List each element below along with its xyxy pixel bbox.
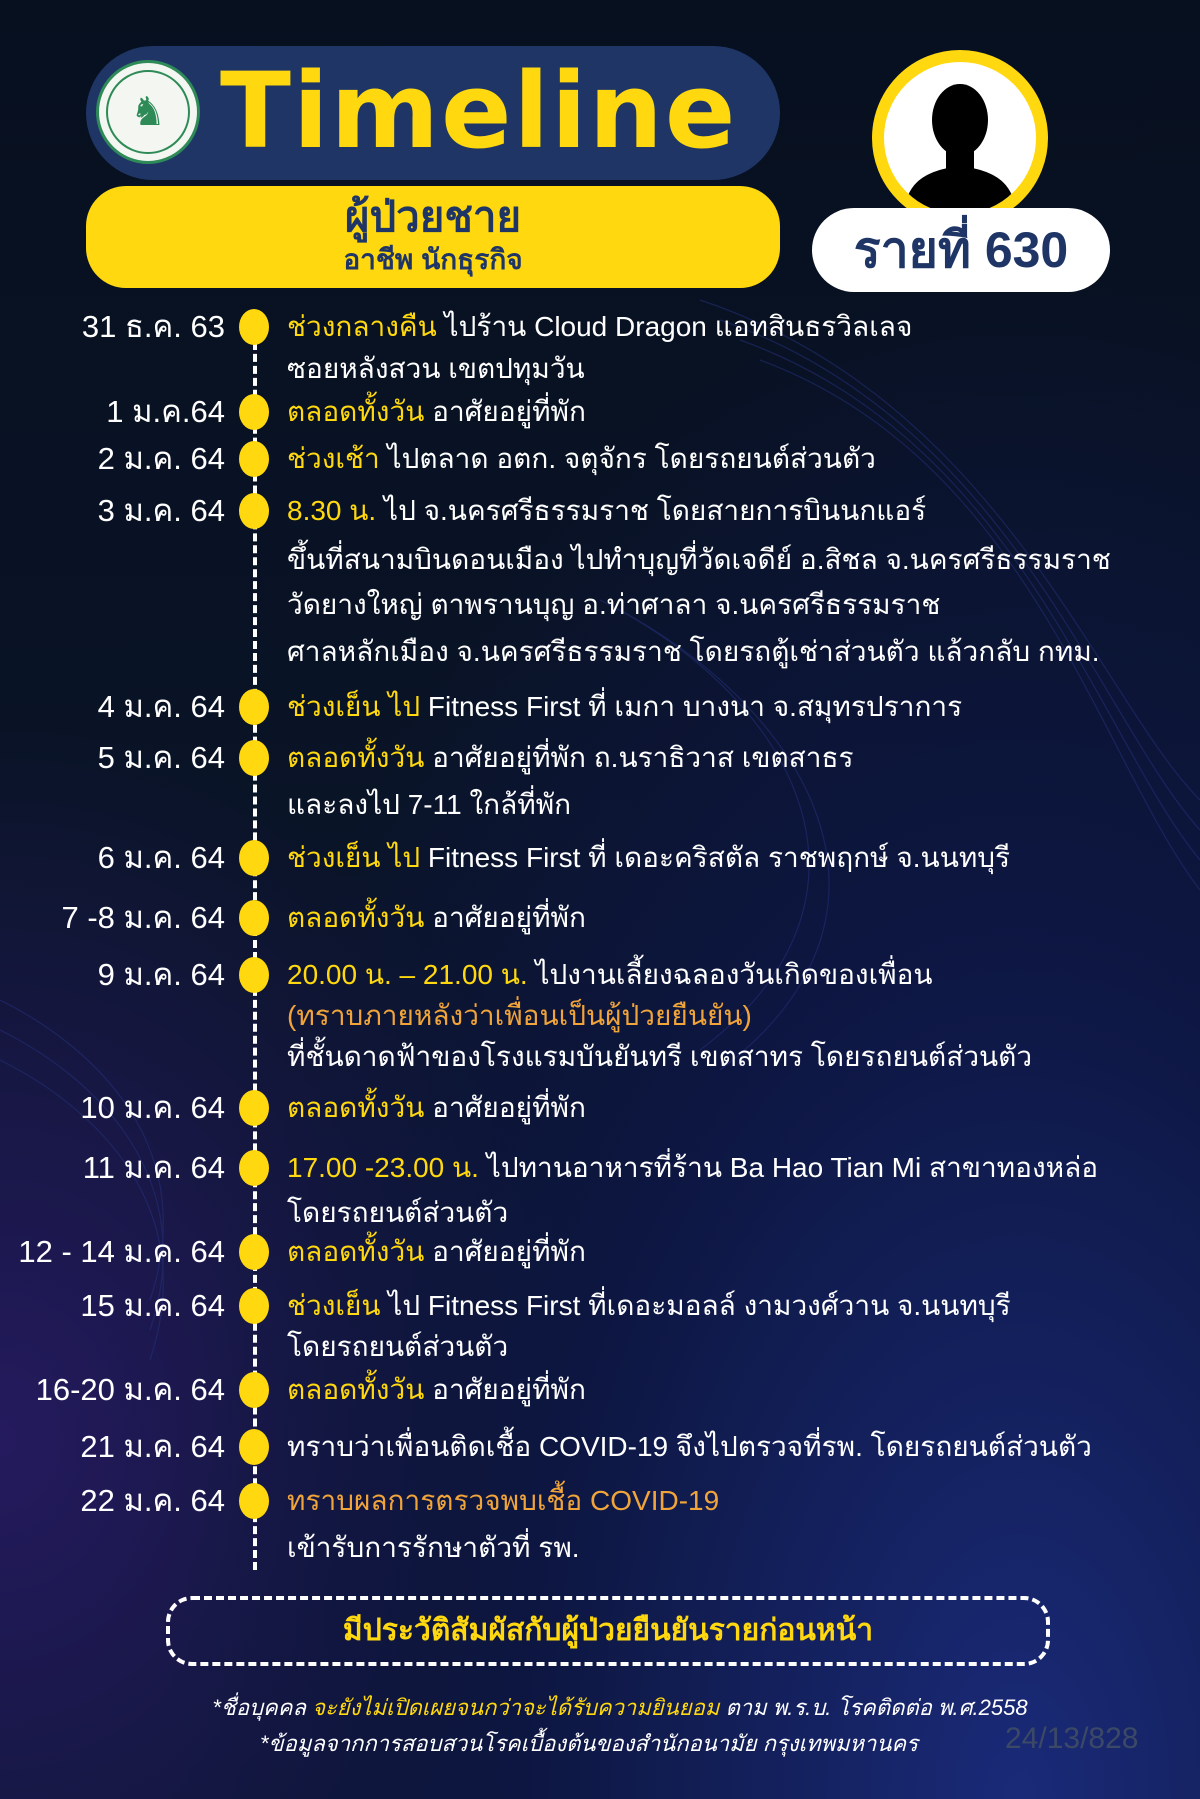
timeline-date: 31 ธ.ค. 63 [81, 309, 225, 344]
contact-history-box: มีประวัติสัมผัสกับผู้ป่วยยืนยันรายก่อนหน้า [166, 1596, 1050, 1666]
timeline-date: 22 ม.ค. 64 [80, 1483, 225, 1518]
timeline-line-text [287, 439, 876, 479]
bangkok-seal-logo [96, 60, 200, 164]
timeline-line-text [287, 1037, 1032, 1077]
event-description: Fitness First ที่ เดอะคริสตัล ราชพฤกษ์ จ.นนทบุรี [420, 842, 1011, 873]
timeline-dot-icon [239, 740, 269, 776]
event-description: อาศัยอยู่ที่พัก [424, 1092, 586, 1123]
timeline-line-text [287, 1286, 1011, 1326]
timeline-date: 2 ม.ค. 64 [97, 441, 225, 476]
timeline-dot-icon [239, 1234, 269, 1270]
event-highlight: 8.30 น. [287, 495, 377, 526]
elephant-icon: ♞ [106, 70, 190, 154]
event-description: เข้ารับการรักษาตัวที่ รพ. [287, 1532, 580, 1563]
timeline-dot-icon [239, 689, 269, 725]
event-description: อาศัยอยู่ที่พัก [424, 1374, 586, 1405]
event-description: อาศัยอยู่ที่พัก ถ.นราธิวาส เขตสาธร [424, 742, 854, 773]
event-description: อาศัยอยู่ที่พัก [424, 396, 586, 427]
timeline-line-text [287, 491, 926, 531]
timeline-line-text [287, 1528, 580, 1568]
event-description: ไปตลาด อตก. จตุจักร โดยรถยนต์ส่วนตัว [379, 443, 876, 474]
patient-occupation: อาชีพ นักธุรกิจ [343, 244, 523, 275]
event-highlight: (ทราบภายหลังว่าเพื่อนเป็นผู้ป่วยยืนยัน) [287, 1000, 752, 1031]
event-description: โดยรถยนต์ส่วนตัว [287, 1197, 509, 1228]
event-highlight: ตลอดทั้งวัน [287, 1092, 425, 1123]
timeline-date: 7 -8 ม.ค. 64 [61, 900, 225, 935]
timeline-line-text [287, 1088, 586, 1128]
timeline-dot-icon [239, 957, 269, 993]
event-description: ขึ้นที่สนามบินดอนเมือง ไปทำบุญที่วัดเจดีย์ อ.สิชล จ.นครศรีธรรมราช [287, 544, 1111, 575]
event-description: ซอยหลังสวน เขตปทุมวัน [287, 353, 585, 384]
timeline-line-text [287, 838, 1010, 878]
timeline-dot-icon [239, 1090, 269, 1126]
timeline-dot-icon [239, 309, 269, 345]
event-description: ทราบว่าเพื่อนติดเชื้อ COVID-19 จึงไปตรวจที่รพ. โดยรถยนต์ส่วนตัว [287, 1431, 1092, 1462]
timeline-line-text [287, 1148, 1098, 1188]
event-highlight: ตลอดทั้งวัน [287, 742, 425, 773]
page-title: Timeline [220, 50, 738, 172]
event-highlight: ช่วงเช้า [287, 443, 380, 474]
event-description: และลงไป 7-11 ใกล้ที่พัก [287, 789, 572, 820]
timeline-date: 4 ม.ค. 64 [97, 689, 225, 724]
timeline-dot-icon [239, 1150, 269, 1186]
timeline-date: 9 ม.ค. 64 [97, 957, 225, 992]
timeline-dot-icon [239, 840, 269, 876]
timeline-line-text [287, 1327, 508, 1367]
person-silhouette-icon [884, 62, 1036, 214]
timeline-line-text [287, 1232, 586, 1272]
avatar [872, 50, 1048, 226]
event-highlight: ตลอดทั้งวัน [287, 1374, 425, 1405]
event-description: ไปงานเลี้ยงฉลองวันเกิดของเพื่อน [527, 959, 933, 990]
event-description: ที่ชั้นดาดฟ้าของโรงแรมบันยันทรี เขตสาทร โดยรถยนต์ส่วนตัว [287, 1041, 1033, 1072]
event-highlight: ช่วงเย็น ไป [287, 842, 421, 873]
timeline-line-text [287, 307, 912, 347]
event-description: ไปทานอาหารที่ร้าน Ba Hao Tian Mi สาขาทองหล่อ [478, 1152, 1099, 1183]
event-description: ไป จ.นครศรีธรรมราช โดยสายการบินนกแอร์ [376, 495, 927, 526]
timeline-dot-icon [239, 394, 269, 430]
source-note: *ข้อมูลจากการสอบสวนโรคเบื้องต้นของสำนักอนามัย กรุงเทพมหานคร [260, 1731, 918, 1756]
timeline-line-text [287, 1481, 719, 1521]
event-description: อาศัยอยู่ที่พัก [424, 902, 586, 933]
event-highlight: ตลอดทั้งวัน [287, 396, 425, 427]
event-description: ศาลหลักเมือง จ.นครศรีธรรมราช โดยรถตู้เช่าส่วนตัว แล้วกลับ กทม. [287, 636, 1100, 667]
event-highlight: ทราบผลการตรวจพบเชื้อ COVID-19 [287, 1485, 720, 1516]
timeline-line-text [287, 898, 586, 938]
timeline-line-text [287, 392, 586, 432]
timeline-date: 10 ม.ค. 64 [80, 1090, 225, 1125]
timeline-line-text [287, 585, 940, 625]
timeline-dot-icon [239, 1483, 269, 1519]
event-description: วัดยางใหญ่ ตาพรานบุญ อ.ท่าศาลา จ.นครศรีธรรมราช [287, 589, 941, 620]
timeline-line-text [287, 955, 933, 995]
event-highlight: ตลอดทั้งวัน [287, 902, 425, 933]
timeline-line-text [287, 738, 854, 778]
timeline-line-text [287, 785, 571, 825]
event-highlight: 20.00 น. – 21.00 น. [287, 959, 528, 990]
timeline-date: 12 - 14 ม.ค. 64 [18, 1234, 225, 1269]
timeline-line-text [287, 632, 1100, 672]
timeline-line-text [287, 1370, 586, 1410]
timeline-line-text [287, 1427, 1092, 1467]
timeline-dot-icon [239, 1288, 269, 1324]
event-highlight: ตลอดทั้งวัน [287, 1236, 425, 1267]
event-highlight: ช่วงเย็น ไป [287, 691, 421, 722]
event-highlight: ช่วงเย็น [287, 1290, 381, 1321]
timeline-line-text [287, 687, 962, 727]
timeline-line-text [287, 349, 585, 389]
privacy-note-highlight: จะยังไม่เปิดเผยจนกว่าจะได้รับความยินยอม [312, 1695, 720, 1720]
timeline-date: 16-20 ม.ค. 64 [35, 1372, 225, 1407]
timeline-dot-icon [239, 441, 269, 477]
document-code: 24/13/828 [1005, 1722, 1139, 1755]
event-highlight: ช่วงกลางคืน [287, 311, 437, 342]
privacy-note [120, 1690, 1120, 1725]
timeline-line-text [287, 540, 1111, 580]
timeline-date: 6 ม.ค. 64 [97, 840, 225, 875]
privacy-note-suffix: ตาม พ.ร.บ. โรคติดต่อ พ.ศ.2558 [719, 1695, 1028, 1720]
event-description: อาศัยอยู่ที่พัก [424, 1236, 586, 1267]
event-description: โดยรถยนต์ส่วนตัว [287, 1331, 509, 1362]
timeline-dot-icon [239, 493, 269, 529]
event-description: Fitness First ที่ เมกา บางนา จ.สมุทรปราการ [420, 691, 963, 722]
privacy-note-prefix: *ชื่อบุคคล [212, 1695, 313, 1720]
timeline-dot-icon [239, 1372, 269, 1408]
timeline-date: 3 ม.ค. 64 [97, 493, 225, 528]
patient-info-banner [86, 186, 780, 288]
timeline-date: 5 ม.ค. 64 [97, 740, 225, 775]
timeline-date: 1 ม.ค.64 [106, 394, 225, 429]
event-description: ไปร้าน Cloud Dragon แอทสินธรวิลเลจ [436, 311, 913, 342]
timeline-date: 21 ม.ค. 64 [80, 1429, 225, 1464]
timeline-date: 11 ม.ค. 64 [82, 1150, 225, 1185]
timeline-dot-icon [239, 900, 269, 936]
timeline-dot-icon [239, 1429, 269, 1465]
event-description: ไป Fitness First ที่เดอะมอลล์ งามวงศ์วาน จ.นนทบุรี [380, 1290, 1011, 1321]
timeline-date: 15 ม.ค. 64 [80, 1288, 225, 1323]
timeline-line-text [287, 996, 752, 1036]
event-highlight: 17.00 -23.00 น. [287, 1152, 479, 1183]
timeline-line-text [287, 1193, 508, 1233]
case-number-badge: รายที่ 630 [812, 208, 1110, 292]
patient-gender: ผู้ป่วยชาย [344, 193, 522, 240]
